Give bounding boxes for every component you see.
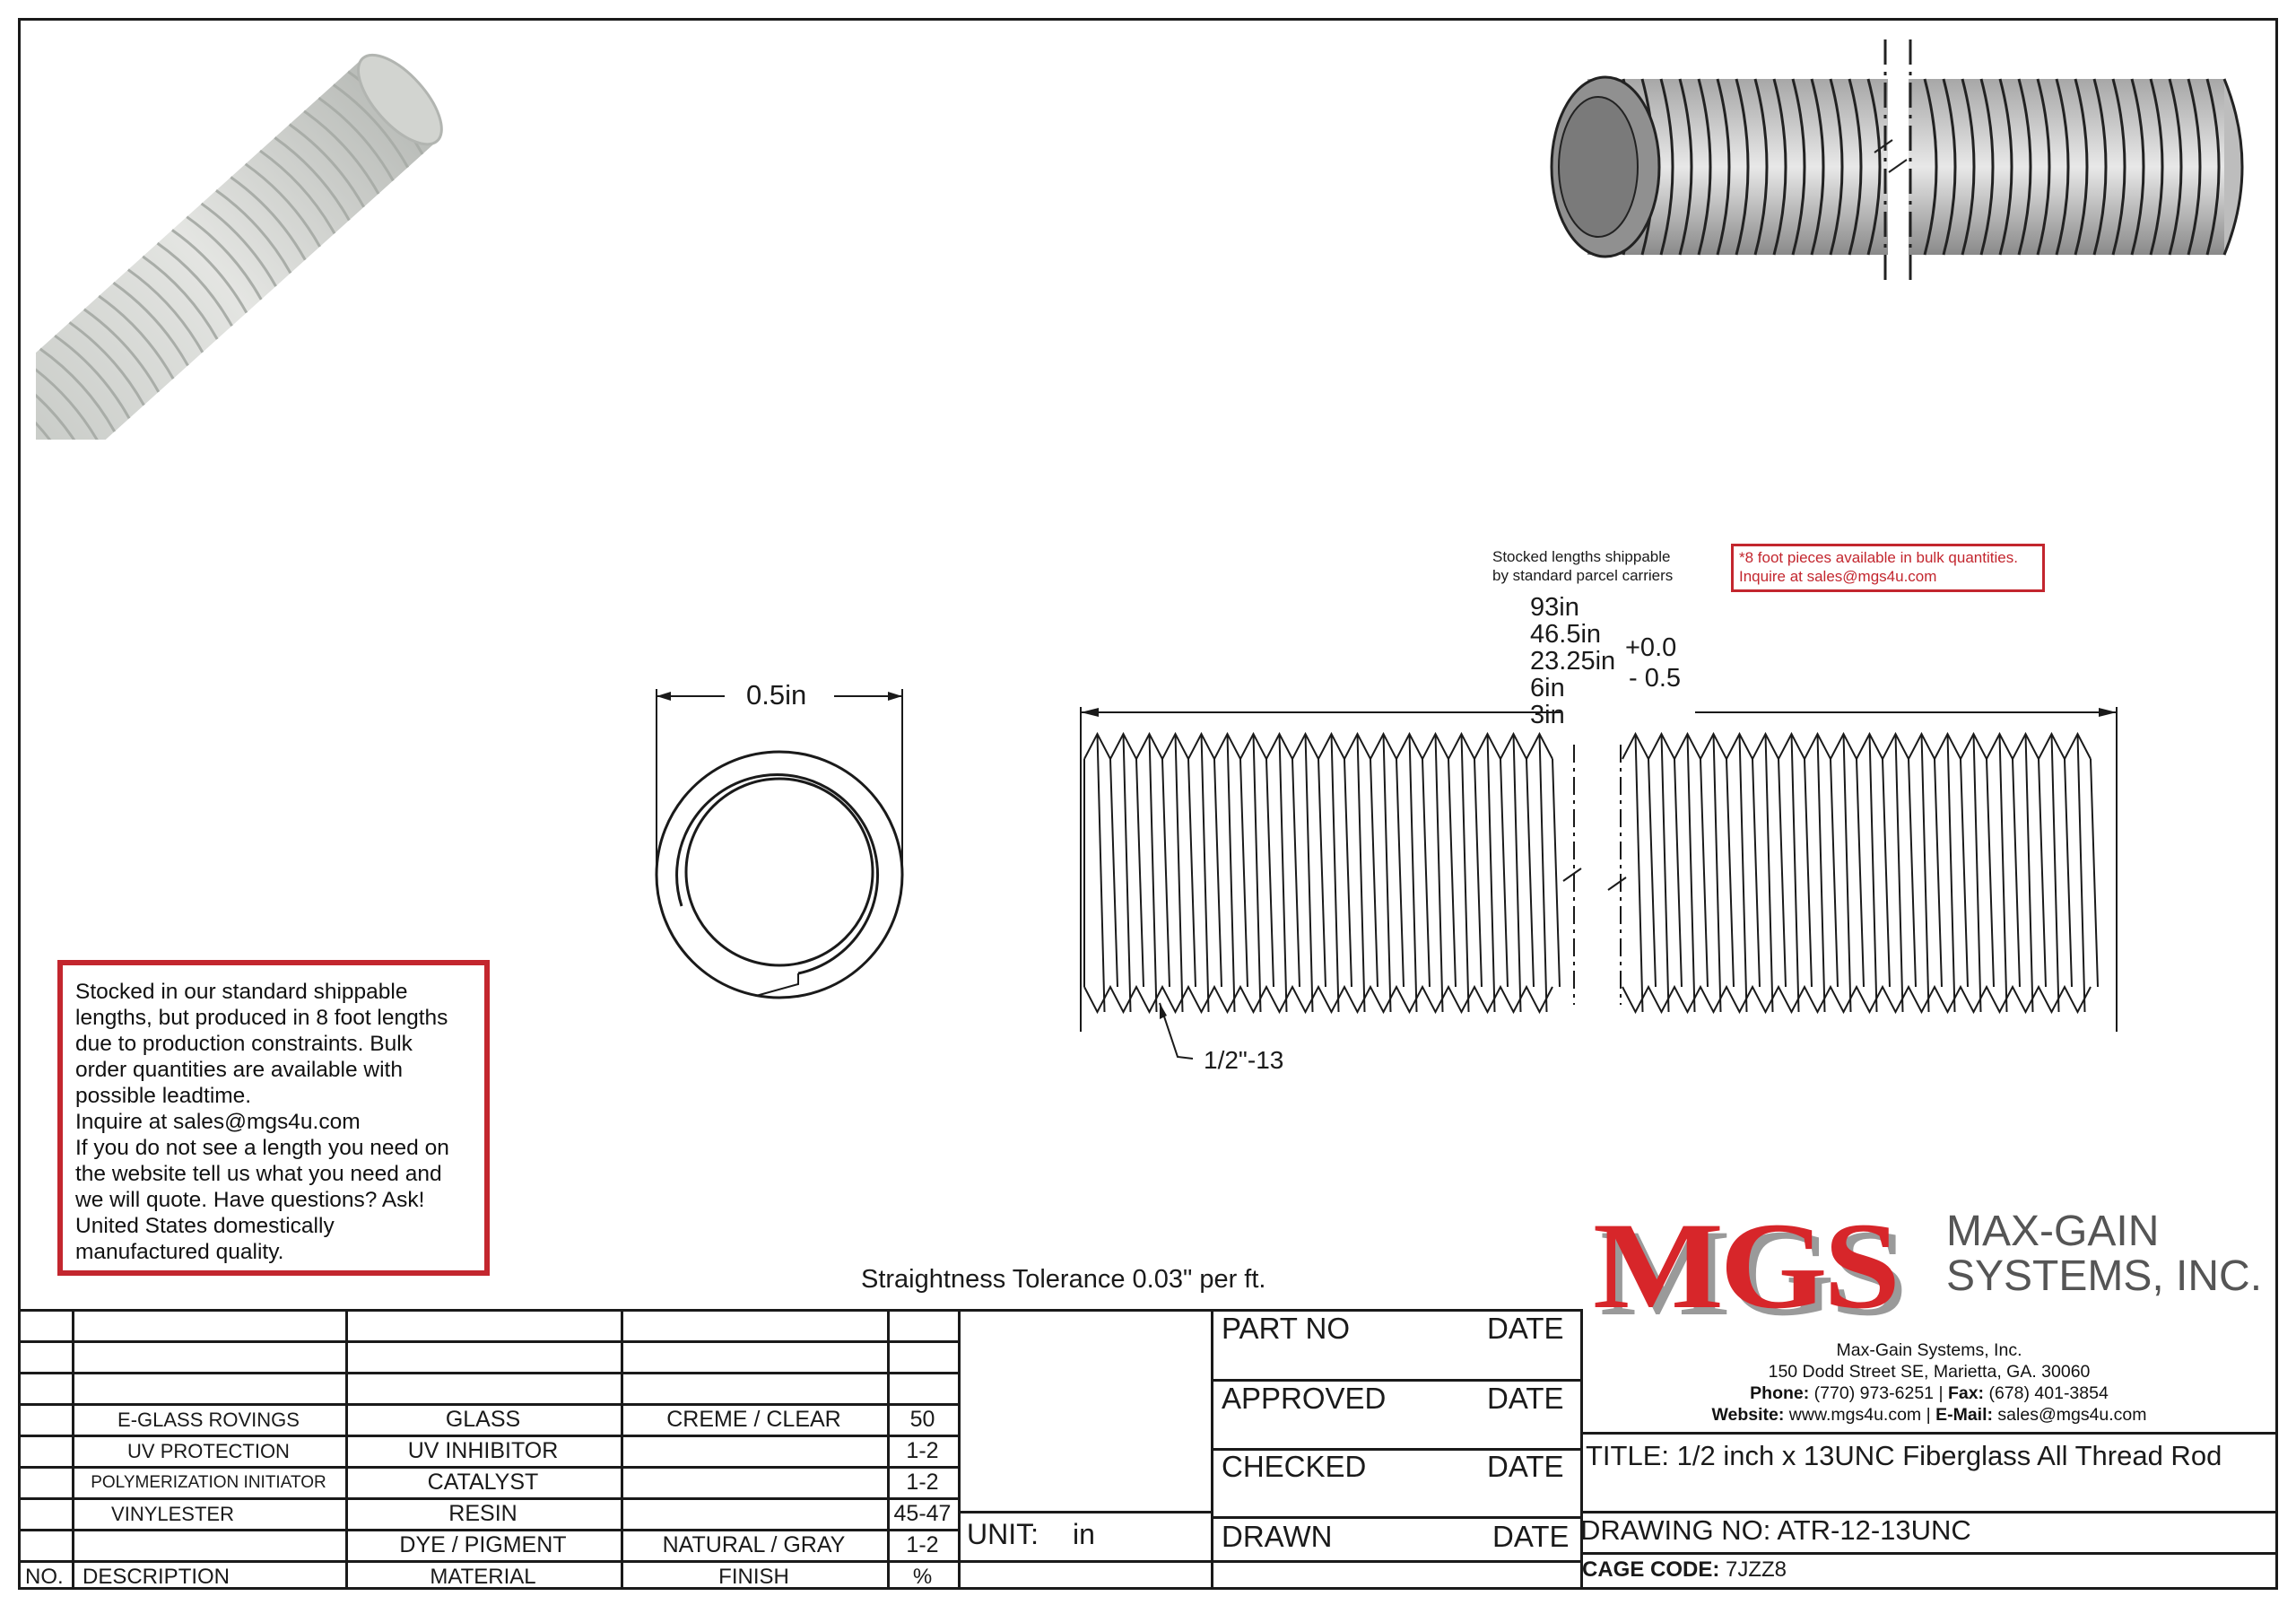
bom-mat-6: RESIN: [448, 1501, 517, 1526]
checked-date: DATE: [1487, 1450, 1564, 1483]
bom-desc-3: E-GLASS ROVINGS: [117, 1409, 300, 1431]
length-3: 3in: [1530, 701, 1565, 729]
rod-render: [1534, 36, 2260, 296]
length-46-5: 46.5in: [1530, 620, 1602, 649]
bom-pct-7: 1-2: [906, 1532, 939, 1557]
bom-header-finish: FINISH: [718, 1565, 789, 1589]
stocked-note: Stocked lengths shippable by standard parcel carriers: [1492, 548, 1674, 584]
tolerance-minus: - 0.5: [1629, 664, 1682, 693]
approved-label: APPROVED: [1222, 1382, 1387, 1415]
rod-photo: [36, 36, 457, 440]
bom-pct-5: 1-2: [906, 1470, 939, 1495]
company-address-street: 150 Dodd Street SE, Marietta, GA. 30060: [1768, 1362, 2091, 1382]
bom-mat-3: GLASS: [445, 1407, 521, 1432]
company-logo: MGS: [1593, 1197, 1897, 1334]
bom-mat-7: DYE / PIGMENT: [399, 1532, 567, 1557]
part-no-label: PART NO: [1222, 1312, 1351, 1345]
stock-notice: Stocked in our standard shippable lengths, but produced in 8 foot lengths due to production constraints. Bulk order quantities are available with possible leadtime. Inquire at sales@mgs4u.com If you do not see a length you need on the website tell us what you need and we will quote. Have questions? Ask! United States domestically manufactured quality.: [57, 960, 490, 1276]
drawing-title: TITLE: 1/2 inch x 13UNC Fiberglass All Thread Rod: [1586, 1440, 2222, 1471]
length-23-25: 23.25in: [1530, 647, 1616, 676]
bom-mat-5: CATALYST: [427, 1470, 539, 1495]
checked-label: CHECKED: [1222, 1450, 1367, 1483]
company-name: MAX-GAIN SYSTEMS, INC.: [1946, 1208, 2263, 1300]
company-web-email: Website: www.mgs4u.com | E-Mail: sales@mgs4u.com: [1711, 1405, 2147, 1425]
part-no-date: DATE: [1487, 1312, 1564, 1345]
bom-mat-4: UV INHIBITOR: [407, 1438, 559, 1463]
bom-pct-6: 45-47: [893, 1501, 952, 1526]
length-6: 6in: [1530, 674, 1565, 702]
bom-header-pct: %: [912, 1565, 933, 1589]
bulk-note: *8 foot pieces available in bulk quantities. Inquire at sales@mgs4u.com: [1731, 544, 2045, 592]
unit-value: in: [1073, 1518, 1095, 1550]
bom-desc-5: POLYMERIZATION INITIATOR: [91, 1473, 326, 1492]
bom-fin-3: CREME / CLEAR: [666, 1407, 841, 1432]
bom-pct-4: 1-2: [906, 1438, 939, 1463]
bom-desc-4: UV PROTECTION: [127, 1440, 290, 1462]
drawing-number: DRAWING NO: ATR-12-13UNC: [1580, 1514, 1971, 1546]
drawn-date: DATE: [1492, 1520, 1570, 1553]
thread-callout: 1/2"-13: [1204, 1046, 1284, 1074]
unit-label: UNIT:: [967, 1518, 1039, 1550]
drawn-label: DRAWN: [1222, 1520, 1333, 1553]
straightness-note: Straightness Tolerance 0.03" per ft.: [861, 1265, 1266, 1294]
bom-pct-3: 50: [909, 1407, 935, 1432]
company-phone-fax: Phone: (770) 973-6251 | Fax: (678) 401-3854: [1750, 1383, 2109, 1403]
bom-fin-7: NATURAL / GRAY: [662, 1532, 846, 1557]
company-address-name: Max-Gain Systems, Inc.: [1836, 1340, 2022, 1360]
length-93: 93in: [1530, 593, 1579, 622]
bom-header-material: MATERIAL: [430, 1565, 536, 1589]
diameter-dimension: 0.5in: [746, 679, 807, 711]
approved-date: DATE: [1487, 1382, 1564, 1415]
side-view: [1072, 691, 2126, 1086]
cage-code: CAGE CODE: 7JZZ8: [1582, 1557, 1787, 1582]
tolerance-plus: +0.0: [1625, 633, 1677, 662]
bom-header-no: NO.: [25, 1565, 64, 1589]
bom-desc-6: VINYLESTER: [111, 1503, 234, 1525]
length-options: [1530, 594, 1615, 728]
end-view: [628, 664, 933, 1005]
bom-header-desc: DESCRIPTION: [83, 1565, 230, 1589]
